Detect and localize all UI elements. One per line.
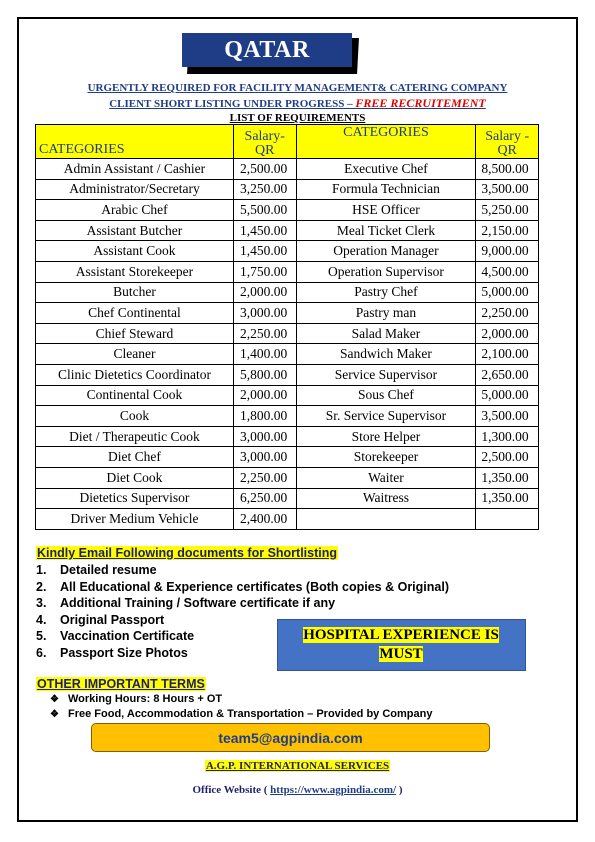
bullet-icon: ❖ [50, 694, 59, 705]
category-cell: Storekeeper [296, 447, 476, 468]
category-cell: HSE Officer [296, 200, 476, 221]
category-cell: Executive Chef [296, 159, 476, 180]
shortlisting-line [0, 96, 595, 111]
salary-header-2: Salary - QR [476, 125, 539, 159]
salary-cell: 5,000.00 [476, 385, 539, 406]
hospital-notice-text: HOSPITAL EXPERIENCE IS MUST [303, 627, 499, 662]
salary-cell: 5,000.00 [476, 282, 539, 303]
table-row [36, 406, 539, 427]
email-box[interactable] [91, 723, 490, 752]
salary-cell: 5,250.00 [476, 200, 539, 221]
document-item: 6. Passport Size Photos [36, 645, 188, 660]
shortlisting-text: CLIENT SHORT LISTING UNDER PROGRESS – [109, 98, 356, 110]
salary-cell: 2,500.00 [476, 447, 539, 468]
category-cell: Diet Cook [36, 467, 234, 488]
category-cell: Chief Steward [36, 323, 234, 344]
table-row [36, 303, 539, 324]
category-cell: Sandwich Maker [296, 344, 476, 365]
terms-title: OTHER IMPORTANT TERMS [37, 677, 205, 691]
table-row [36, 467, 539, 488]
category-cell: Dietetics Supervisor [36, 488, 234, 509]
headline: URGENTLY REQUIRED FOR FACILITY MANAGEMENT& CATERING COMPANY [87, 82, 508, 94]
salary-cell: 3,000.00 [233, 303, 296, 324]
table-header-row [36, 125, 539, 159]
salary-cell: 2,100.00 [476, 344, 539, 365]
salary-cell: 2,250.00 [233, 467, 296, 488]
category-cell: Driver Medium Vehicle [36, 509, 234, 530]
category-cell: Sous Chef [296, 385, 476, 406]
document-item: 4. Original Passport [36, 612, 165, 627]
salary-cell: 4,500.00 [476, 261, 539, 282]
categories-header-2: CATEGORIES [296, 125, 476, 159]
category-cell: Store Helper [296, 426, 476, 447]
salary-cell: 9,000.00 [476, 241, 539, 262]
category-cell: Arabic Chef [36, 200, 234, 221]
category-cell: Butcher [36, 282, 234, 303]
salary-cell [476, 509, 539, 530]
email-link[interactable]: team5@agpindia.com [218, 729, 363, 746]
salary-cell: 2,250.00 [233, 323, 296, 344]
category-cell: Chef Continental [36, 303, 234, 324]
salary-cell: 1,350.00 [476, 467, 539, 488]
salary-cell: 1,400.00 [233, 344, 296, 365]
table-row [36, 261, 539, 282]
table-row [36, 200, 539, 221]
category-cell: Administrator/Secretary [36, 179, 234, 200]
categories-header: CATEGORIES [36, 125, 234, 159]
salary-cell: 2,000.00 [476, 323, 539, 344]
table-row [36, 159, 539, 180]
category-cell: Assistant Cook [36, 241, 234, 262]
table-row [36, 364, 539, 385]
category-cell: Cook [36, 406, 234, 427]
category-cell: Diet / Therapeutic Cook [36, 426, 234, 447]
salary-cell: 3,500.00 [476, 406, 539, 427]
document-item: 2. All Educational & Experience certificates (Both copies & Original) [36, 579, 449, 594]
table-row [36, 323, 539, 344]
table-row [36, 179, 539, 200]
category-cell: Continental Cook [36, 385, 234, 406]
salary-cell: 1,350.00 [476, 488, 539, 509]
list-title: LIST OF REQUIREMENTS [229, 112, 366, 124]
category-cell: Diet Chef [36, 447, 234, 468]
category-cell: Waiter [296, 467, 476, 488]
salary-cell: 2,250.00 [476, 303, 539, 324]
table-row [36, 241, 539, 262]
website-link[interactable]: https://www.agpindia.com/ [270, 784, 397, 796]
table-row [36, 426, 539, 447]
salary-cell: 3,500.00 [476, 179, 539, 200]
salary-cell: 2,400.00 [233, 509, 296, 530]
table-row [36, 488, 539, 509]
salary-cell: 8,500.00 [476, 159, 539, 180]
term-item: ❖ Working Hours: 8 Hours + OT [50, 693, 223, 705]
category-cell: Assistant Butcher [36, 220, 234, 241]
country-banner: QATAR [182, 33, 352, 67]
company-name: A.G.P. INTERNATIONAL SERVICES [205, 760, 390, 772]
table-row [36, 447, 539, 468]
category-cell: Service Supervisor [296, 364, 476, 385]
document-item: 3. Additional Training / Software certificate if any [36, 596, 336, 610]
category-cell: Operation Manager [296, 241, 476, 262]
salary-cell: 3,250.00 [233, 179, 296, 200]
salary-cell: 2,000.00 [233, 282, 296, 303]
salary-cell: 3,000.00 [233, 426, 296, 447]
table-row [36, 344, 539, 365]
table-row [36, 385, 539, 406]
category-cell: Assistant Storekeeper [36, 261, 234, 282]
salary-cell: 1,800.00 [233, 406, 296, 427]
salary-cell: 5,800.00 [233, 364, 296, 385]
category-cell: Pastry man [296, 303, 476, 324]
requirements-table [35, 124, 539, 530]
document-item: 1. Detailed resume [36, 563, 157, 577]
category-cell [296, 509, 476, 530]
salary-cell: 3,000.00 [233, 447, 296, 468]
table-row [36, 220, 539, 241]
salary-cell: 6,250.00 [233, 488, 296, 509]
category-cell: Waitress [296, 488, 476, 509]
salary-cell: 1,450.00 [233, 220, 296, 241]
salary-cell: 2,000.00 [233, 385, 296, 406]
salary-cell: 2,650.00 [476, 364, 539, 385]
salary-header: Salary- QR [233, 125, 296, 159]
term-item: ❖ Free Food, Accommodation & Transportation – Provided by Company [50, 707, 433, 720]
document-item: 5. Vaccination Certificate [36, 629, 195, 643]
category-cell: Admin Assistant / Cashier [36, 159, 234, 180]
category-cell: Salad Maker [296, 323, 476, 344]
free-recruitment-text: FREE RECRUITEMENT [355, 96, 486, 110]
category-cell: Clinic Dietetics Coordinator [36, 364, 234, 385]
category-cell: Meal Ticket Clerk [296, 220, 476, 241]
table-row [36, 282, 539, 303]
documents-title: Kindly Email Following documents for Shortlisting [37, 546, 338, 560]
category-cell: Pastry Chef [296, 282, 476, 303]
company-line [0, 756, 595, 774]
table-row [36, 509, 539, 530]
category-cell: Formula Technician [296, 179, 476, 200]
salary-cell: 1,300.00 [476, 426, 539, 447]
category-cell: Cleaner [36, 344, 234, 365]
terms-list [50, 693, 432, 722]
website-line: Office Website ( https://www.agpindia.com/ ) [192, 784, 403, 796]
salary-cell: 2,150.00 [476, 220, 539, 241]
bullet-icon: ❖ [50, 708, 59, 720]
salary-cell: 1,450.00 [233, 241, 296, 262]
category-cell: Operation Supervisor [296, 261, 476, 282]
salary-cell: 2,500.00 [233, 159, 296, 180]
category-cell: Sr. Service Supervisor [296, 406, 476, 427]
salary-cell: 5,500.00 [233, 200, 296, 221]
salary-cell: 1,750.00 [233, 261, 296, 282]
